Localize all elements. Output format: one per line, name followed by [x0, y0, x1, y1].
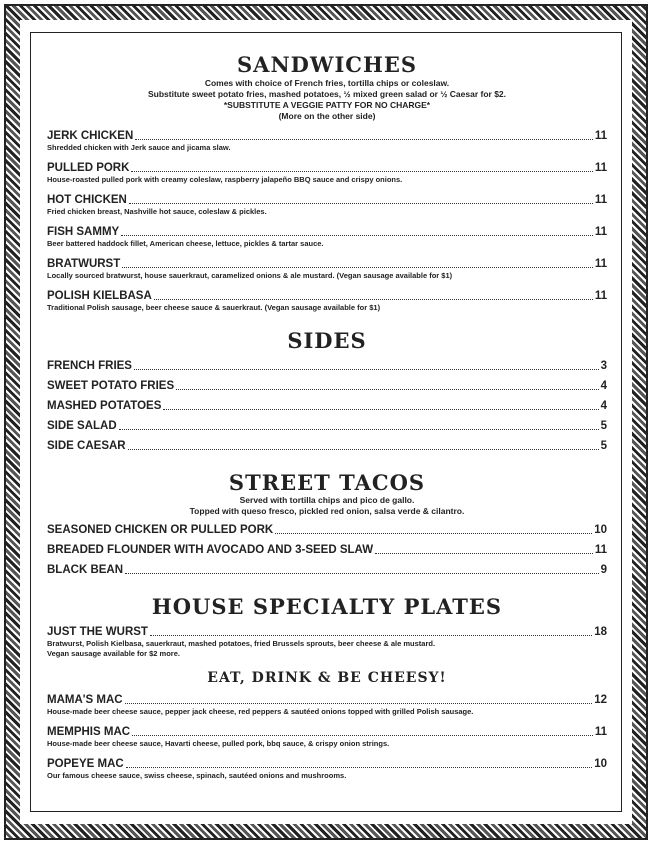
item-name: FISH SAMMY [47, 226, 120, 238]
menu-item [47, 625, 607, 659]
leader-dots [129, 202, 593, 204]
item-description: Fried chicken breast, Nashville hot sauce, coleslaw & pickles. [47, 207, 267, 216]
menu-item [47, 193, 607, 217]
item-price: 11 [594, 258, 607, 270]
tacos-note: Served with tortilla chips and pico de gallo. [239, 495, 415, 505]
menu-item [47, 399, 607, 413]
leader-dots [126, 766, 593, 768]
item-price: 3 [600, 360, 607, 372]
item-price: 18 [594, 626, 607, 638]
sandwiches-note: *SUBSTITUTE A VEGGIE PATTY FOR NO CHARGE* [223, 100, 431, 110]
item-price: 11 [594, 290, 607, 302]
leader-dots [125, 702, 593, 704]
leader-dots [176, 388, 598, 390]
item-price: 11 [594, 726, 607, 738]
menu-item [47, 257, 607, 281]
plates-title: HOUSE SPECIALTY PLATES [151, 594, 503, 619]
menu-content [47, 46, 607, 781]
menu-item [47, 379, 607, 393]
leader-dots [131, 170, 592, 172]
item-name: MAMA'S MAC [47, 694, 123, 706]
item-name: MEMPHIS MAC [47, 726, 131, 738]
item-price: 11 [594, 194, 607, 206]
item-name: MASHED POTATOES [47, 400, 162, 412]
item-name: SIDE CAESAR [47, 440, 126, 452]
item-description: Traditional Polish sausage, beer cheese sauce & sauerkraut. (Vegan sausage available for $1) [47, 303, 381, 312]
item-description: House-made beer cheese sauce, Havarti cheese, pulled pork, bbq sauce, & crispy onion strings. [47, 739, 390, 748]
item-name: SEASONED CHICKEN OR PULLED PORK [47, 524, 274, 536]
item-price: 11 [594, 162, 607, 174]
item-name: SWEET POTATO FRIES [47, 380, 175, 392]
item-description: Locally sourced bratwurst, house sauerkraut, caramelized onions & ale mustard. (Vegan sausage available for $1) [47, 271, 453, 280]
leader-dots [275, 532, 592, 534]
leader-dots [134, 368, 599, 370]
item-price: 5 [600, 440, 607, 452]
leader-dots [154, 298, 593, 300]
tacos-title: STREET TACOS [228, 470, 426, 495]
item-price: 10 [594, 524, 607, 536]
leader-dots [128, 448, 599, 450]
item-name: JUST THE WURST [47, 626, 148, 638]
leader-dots [125, 572, 599, 574]
cheesy-subtitle: EAT, DRINK & BE CHEESY! [207, 670, 447, 686]
menu-item [47, 563, 607, 577]
item-price: 4 [600, 400, 607, 412]
tacos-note: Topped with queso fresco, pickled red onion, salsa verde & cilantro. [189, 506, 465, 516]
leader-dots [132, 734, 593, 736]
item-description: Vegan sausage available for $2 more. [47, 649, 180, 658]
item-price: 9 [600, 564, 607, 576]
sandwiches-note: (More on the other side) [278, 111, 376, 121]
item-description: House-made beer cheese sauce, pepper jack cheese, red peppers & sautéed onions topped with grilled Polish sausage. [47, 707, 474, 716]
item-price: 11 [594, 226, 607, 238]
item-name: JERK CHICKEN [47, 130, 134, 142]
item-price: 5 [600, 420, 607, 432]
item-price: 11 [594, 544, 607, 556]
menu-item [47, 439, 607, 453]
item-description: Beer battered haddock fillet, American cheese, lettuce, pickles & tartar sauce. [47, 239, 324, 248]
item-name: POLISH KIELBASA [47, 290, 152, 302]
leader-dots [150, 634, 592, 636]
leader-dots [135, 138, 593, 140]
sandwiches-note: Substitute sweet potato fries, mashed potatoes, ½ mixed green salad or ½ Caesar for $2. [147, 89, 507, 99]
menu-item [47, 359, 607, 373]
leader-dots [375, 552, 593, 554]
sandwiches-title: SANDWICHES [237, 52, 417, 77]
item-description: Shredded chicken with Jerk sauce and jicama slaw. [47, 143, 231, 152]
leader-dots [119, 428, 599, 430]
item-price: 4 [600, 380, 607, 392]
sandwiches-note: Comes with choice of French fries, tortilla chips or coleslaw. [204, 78, 450, 88]
menu-item [47, 289, 607, 313]
leader-dots [122, 266, 593, 268]
menu-item [47, 725, 607, 749]
item-name: SIDE SALAD [47, 420, 117, 432]
item-name: BRATWURST [47, 258, 121, 270]
item-description: Bratwurst, Polish Kielbasa, sauerkraut, mashed potatoes, fried Brussels sprouts, beer cheese & ale mustard. [47, 639, 436, 648]
menu-item [47, 693, 607, 717]
sides-title: SIDES [287, 328, 367, 353]
item-name: PULLED PORK [47, 162, 130, 174]
item-description: House-roasted pulled pork with creamy coleslaw, raspberry jalapeño BBQ sauce and crispy onions. [47, 175, 403, 184]
item-price: 10 [594, 758, 607, 770]
item-name: BREADED FLOUNDER WITH AVOCADO AND 3-SEED SLAW [47, 544, 374, 556]
item-name: POPEYE MAC [47, 758, 124, 770]
menu-item [47, 757, 607, 781]
menu-item [47, 129, 607, 153]
item-description: Our famous cheese sauce, swiss cheese, spinach, sautéed onions and mushrooms. [47, 771, 347, 780]
menu-item [47, 523, 607, 537]
leader-dots [163, 408, 598, 410]
item-name: HOT CHICKEN [47, 194, 127, 206]
leader-dots [121, 234, 593, 236]
menu-item [47, 543, 607, 557]
item-name: BLACK BEAN [47, 564, 124, 576]
menu-item [47, 161, 607, 185]
item-price: 11 [594, 130, 607, 142]
menu-item [47, 419, 607, 433]
menu-item [47, 225, 607, 249]
item-name: FRENCH FRIES [47, 360, 132, 372]
item-price: 12 [594, 694, 607, 706]
